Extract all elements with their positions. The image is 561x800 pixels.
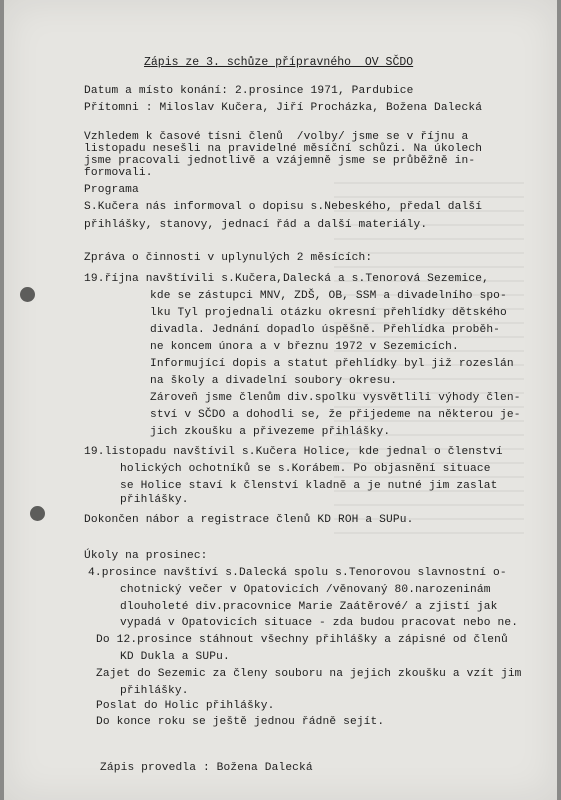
task-line: dlouholeté div.pracovnice Marie Zaátěrové/ a zjistí jak bbox=[120, 601, 498, 613]
report-october-line: ství v SČDO a dohodli se, že přijedeme na některou je- bbox=[150, 409, 521, 421]
program-heading: Programa bbox=[84, 184, 139, 196]
punch-hole bbox=[30, 506, 45, 521]
report-november-line: holických ochotníků se s.Korábem. Po objasnění situace bbox=[120, 463, 491, 475]
intro-line: listopadu nesešli na pravidelné měsíční schůzi. Na úkolech bbox=[84, 143, 483, 155]
report-october-line: kde se zástupci MNV, ZDŠ, OB, SSM a divadelního spo- bbox=[150, 290, 507, 302]
signature-line: Zápis provedla : Božena Dalecká bbox=[100, 762, 313, 774]
task-line: Poslat do Holic přihlášky. bbox=[96, 700, 275, 712]
report-heading: Zpráva o činnosti v uplynulých 2 měsících: bbox=[84, 252, 373, 264]
report-october-line: divadla. Jednání dopadlo úspěšně. Přehlídka proběh- bbox=[150, 324, 501, 336]
report-october-line: jich zkoušku a přivezeme přihlášky. bbox=[150, 426, 391, 438]
tasks-heading: Úkoly na prosinec: bbox=[84, 550, 208, 562]
report-november-line: 19.listopadu navštívil s.Kučera Holice, kde jednal o členství bbox=[84, 446, 503, 458]
report-october-line: lku Tyl projednali otázku okresní přehlídky dětského bbox=[150, 307, 507, 319]
intro-line: jsme pracovali jednotlivě a vzájemně jsme se průběžně in- bbox=[84, 155, 476, 167]
report-november-line: přihlášky. bbox=[120, 494, 189, 506]
report-october-line: ne koncem února a v březnu 1972 v Sezemicích. bbox=[150, 341, 459, 353]
intro-line: formovali. bbox=[84, 167, 153, 179]
attendees-line: Přítomni : Miloslav Kučera, Jiří Procházka, Božena Dalecká bbox=[84, 102, 483, 114]
report-october-line: 19.října navštívili s.Kučera,Dalecká a s.Tenorová Sezemice, bbox=[84, 273, 489, 285]
report-done-line: Dokončen nábor a registrace členů KD ROH a SUPu. bbox=[84, 514, 414, 526]
program-line: přihlášky, stanovy, jednací řád a další materiály. bbox=[84, 219, 428, 231]
task-line: KD Dukla a SUPu. bbox=[120, 651, 230, 663]
punch-hole bbox=[20, 287, 35, 302]
date-line: Datum a místo konání: 2.prosince 1971, Pardubice bbox=[84, 85, 414, 97]
task-line: vypadá v Opatovicích situace - zda budou pracovat nebo ne. bbox=[120, 617, 519, 629]
intro-line: Vzhledem k časové tísni členů /volby/ jsme se v říjnu a bbox=[84, 131, 469, 143]
task-line: Do 12.prosince stáhnout všechny přihlášky a zápisné od členů bbox=[96, 634, 508, 646]
report-october-line: Zároveň jsme členům div.spolku vysvětlili výhody člen- bbox=[150, 392, 521, 404]
report-november-line: se Holice staví k členství kladně a je nutné jim zaslat bbox=[120, 480, 498, 492]
document-page bbox=[4, 0, 557, 800]
report-october-line: na školy a divadelní soubory okresu. bbox=[150, 375, 398, 387]
task-line: přihlášky. bbox=[120, 685, 189, 697]
task-line: Do konce roku se ještě jednou řádně sejít. bbox=[96, 716, 385, 728]
report-october-line: Informující dopis a statut přehlídky byl již rozeslán bbox=[150, 358, 514, 370]
task-line: chotnický večer v Opatovicích /věnovaný 80.narozeninám bbox=[120, 584, 491, 596]
program-line: S.Kučera nás informoval o dopisu s.Nebeského, předal další bbox=[84, 201, 483, 213]
task-line: Zajet do Sezemic za členy souboru na jejich zkoušku a vzít jim bbox=[96, 668, 522, 680]
task-line: 4.prosince navštíví s.Dalecká spolu s.Tenorovou slavnostní o- bbox=[88, 567, 507, 579]
document-title: Zápis ze 3. schůze přípravného OV SČDO bbox=[144, 56, 414, 69]
